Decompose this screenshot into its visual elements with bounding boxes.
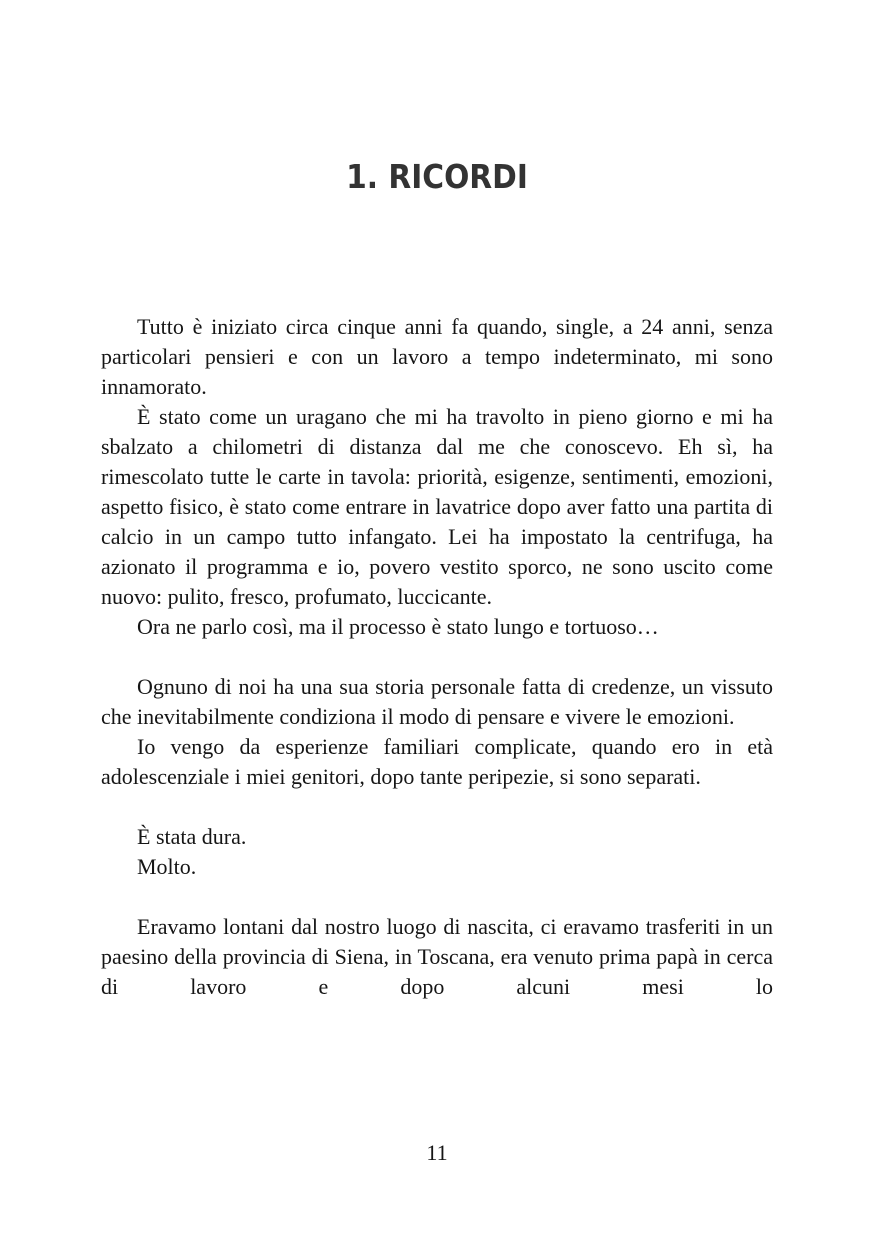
paragraph: Io vengo da esperienze familiari complicate, quando ero in età adolescenziale i miei genitori, dopo tante peripezie, si sono separati. bbox=[101, 734, 773, 789]
body-text bbox=[101, 312, 773, 1002]
paragraph-gap bbox=[101, 882, 773, 912]
paragraph: È stata dura. bbox=[137, 824, 247, 849]
chapter-title: 1. RICORDI bbox=[346, 157, 528, 197]
paragraph: Tutto è iniziato circa cinque anni fa quando, single, a 24 anni, senza particolari pensieri e con un lavoro a tempo indeterminato, mi sono innamorato. bbox=[101, 314, 773, 399]
page-number: 11 bbox=[426, 1140, 448, 1165]
paragraph: Molto. bbox=[137, 854, 197, 879]
paragraph-gap bbox=[101, 792, 773, 822]
paragraph: Eravamo lontani dal nostro luogo di nascita, ci eravamo trasferiti in un paesino della provincia di Siena, in Toscana, era venuto prima papà in cerca di lavoro e dopo alcuni mesi lo bbox=[101, 914, 773, 999]
paragraph-gap bbox=[101, 642, 773, 672]
paragraph: Ora ne parlo così, ma il processo è stato lungo e tortuoso… bbox=[137, 614, 659, 639]
paragraph: Ognuno di noi ha una sua storia personale fatta di credenze, un vissuto che inevitabilmente condiziona il modo di pensare e vivere le emozioni. bbox=[101, 674, 773, 729]
paragraph: È stato come un uragano che mi ha travolto in pieno giorno e mi ha sbalzato a chilometri di distanza dal me che conoscevo. Eh sì, ha rimescolato tutte le carte in tavola: priorità, esigenze, sentimenti, emozioni, aspetto fisico, è stato come entrare in lavatrice dopo aver fatto una partita di calcio in un campo tutto infangato. Lei ha impostato la centrifuga, ha azionato il programma e io, povero vestito sporco, ne sono uscito come nuovo: pulito, fresco, profumato, luccicante. bbox=[101, 404, 773, 609]
